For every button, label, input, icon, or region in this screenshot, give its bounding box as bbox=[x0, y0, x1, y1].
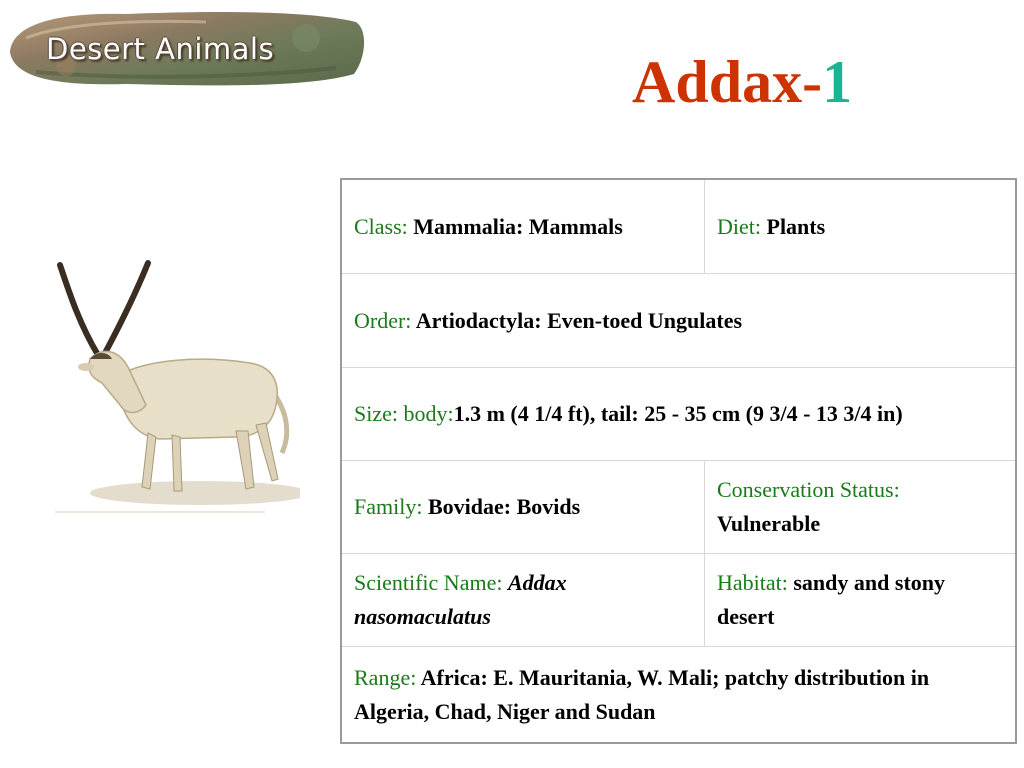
diet-value: Plants bbox=[766, 213, 826, 239]
scientific-cell bbox=[342, 554, 705, 646]
desert-animals-logo bbox=[6, 8, 368, 90]
title-number: 1 bbox=[822, 49, 853, 115]
order-label: Order: bbox=[354, 307, 412, 333]
habitat-value: sandy and stony desert bbox=[717, 570, 946, 629]
class-cell bbox=[342, 180, 705, 273]
info-row bbox=[342, 274, 1015, 368]
class-label: Class: bbox=[354, 213, 408, 239]
order-cell bbox=[342, 274, 1015, 367]
diet-cell bbox=[705, 180, 1015, 273]
page-title bbox=[632, 49, 853, 115]
range-value: Africa: E. Mauritania, W. Mali; patchy distribution in Algeria, Chad, Niger and Sudan bbox=[354, 664, 930, 724]
info-row bbox=[342, 180, 1015, 274]
info-row bbox=[342, 461, 1015, 554]
range-cell bbox=[342, 647, 1015, 742]
size-cell bbox=[342, 368, 1015, 460]
size-value: 1.3 m (4 1/4 ft), tail: 25 - 35 cm (9 3/4 - 13 3/4 in) bbox=[453, 401, 903, 426]
conservation-label: Conservation Status: bbox=[717, 477, 900, 502]
class-value: Mammalia: Mammals bbox=[413, 213, 623, 239]
title-name: Addax bbox=[632, 49, 803, 115]
conservation-cell bbox=[705, 461, 1015, 553]
info-row bbox=[342, 554, 1015, 647]
scientific-value: Addax nasomaculatus bbox=[354, 570, 567, 629]
range-label: Range: bbox=[354, 664, 417, 690]
info-row bbox=[342, 368, 1015, 461]
info-row bbox=[342, 647, 1015, 742]
scientific-label: Scientific Name: bbox=[354, 570, 503, 595]
addax-illustration bbox=[50, 255, 300, 517]
conservation-value: Vulnerable bbox=[717, 511, 821, 536]
title-dash: - bbox=[802, 49, 823, 115]
family-value: Bovidae: Bovids bbox=[427, 494, 581, 519]
info-table bbox=[340, 178, 1017, 744]
family-cell bbox=[342, 461, 705, 553]
order-value: Artiodactyla: Even-toed Ungulates bbox=[415, 307, 743, 333]
logo-text: Desert Animals bbox=[46, 32, 275, 66]
habitat-cell bbox=[705, 554, 1015, 646]
diet-label: Diet: bbox=[717, 213, 761, 239]
size-label: Size: body: bbox=[354, 401, 454, 426]
habitat-label: Habitat: bbox=[717, 570, 788, 595]
family-label: Family: bbox=[354, 494, 423, 519]
